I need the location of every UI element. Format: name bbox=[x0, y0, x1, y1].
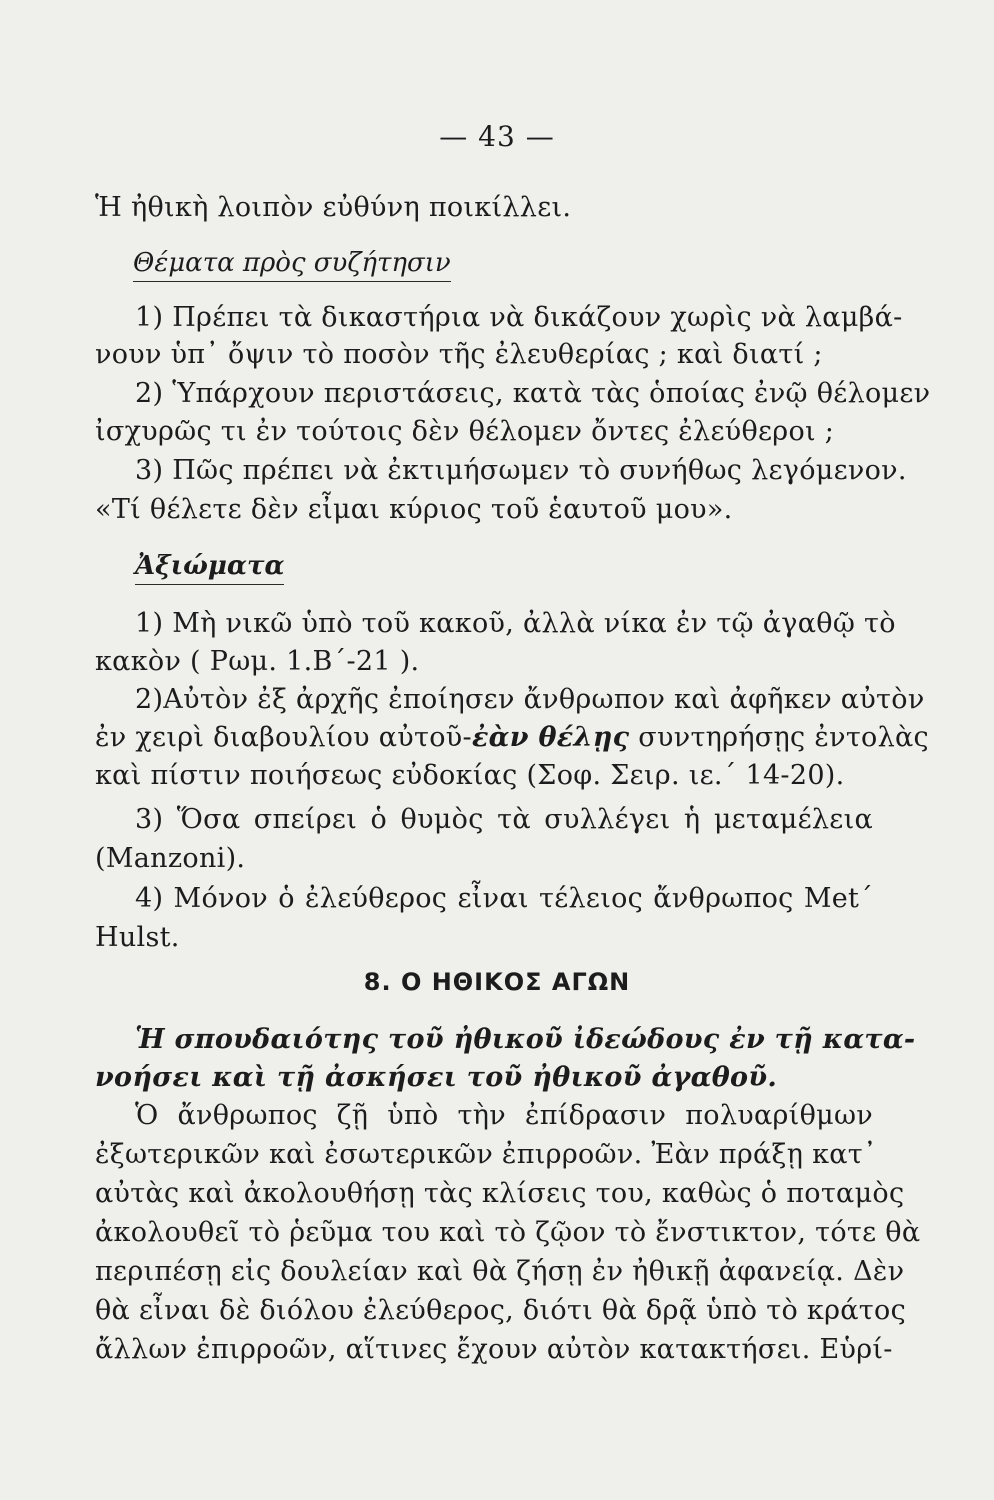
body-line-5: περιπέσῃ εἰς δουλείαν καὶ θὰ ζήσῃ ἐν ἠθικῇ ἀφανείᾳ. Δὲν bbox=[95, 1256, 905, 1287]
subtitle-line-1: Ἡ σπουδαιότης τοῦ ἠθικοῦ ἰδεώδους ἐν τῇ κατα- bbox=[135, 1024, 916, 1055]
topic-1-line-2: νουν ὑπ᾽ ὄψιν τὸ ποσὸν τῆς ἐλευθερίας ; καὶ διατί ; bbox=[95, 339, 823, 370]
axiom-1-line-2: κακὸν ( Ρωμ. 1.Β΄-21 ). bbox=[95, 646, 420, 677]
topic-3-line-1: 3) Πῶς πρέπει νὰ ἐκτιμήσωμεν τὸ συνήθως λεγόμενον. bbox=[135, 455, 907, 486]
intro-sentence: Ἡ ἠθικὴ λοιπὸν εὐθύνη ποικίλλει. bbox=[95, 192, 572, 223]
body-line-6: θὰ εἶναι δὲ διόλου ἐλεύθερος, διότι θὰ δρᾷ ὑπὸ τὸ κράτος bbox=[95, 1295, 906, 1326]
page-number: — 43 — bbox=[439, 120, 555, 153]
axiom-2-line-1: 2)Αὐτὸν ἐξ ἀρχῆς ἐποίησεν ἄνθρωπον καὶ ἀφῆκεν αὐτὸν bbox=[135, 684, 925, 715]
topic-2-line-2: ἰσχυρῶς τι ἐν τούτοις δὲν θέλομεν ὄντες ἐλεύθεροι ; bbox=[95, 416, 835, 447]
axiom-2-emphasis: ἐὰν θέλῃς bbox=[471, 722, 630, 753]
axiom-4-line-1: 4) Μόνον ὁ ἐλεύθερος εἶναι τέλειος ἄνθρωπος Met΄ bbox=[135, 883, 873, 914]
topics-heading: Θέματα πρὸς συζήτησιν bbox=[133, 247, 451, 282]
axiom-2-text-c: συντηρήσῃς ἐντολὰς bbox=[629, 722, 929, 753]
axiom-1-line-1: 1) Μὴ νικῶ ὑπὸ τοῦ κακοῦ, ἀλλὰ νίκα ἐν τῷ ἀγαθῷ τὸ bbox=[135, 608, 896, 639]
axiom-3-line-1: 3) Ὅσα σπείρει ὁ θυμὸς τὰ συλλέγει ἡ μεταμέλεια bbox=[135, 804, 873, 835]
axiom-4-line-2: Hulst. bbox=[95, 922, 180, 953]
body-line-3: αὐτὰς καὶ ἀκολουθήσῃ τὰς κλίσεις του, καθὼς ὁ ποταμὸς bbox=[95, 1178, 905, 1209]
axiom-2-text-a: ἐν χειρὶ διαβουλίου αὐτοῦ- bbox=[95, 722, 472, 753]
topic-1-line-1: 1) Πρέπει τὰ δικαστήρια νὰ δικάζουν χωρὶς νὰ λαμβά- bbox=[135, 302, 903, 333]
axiom-3-line-2: (Manzoni). bbox=[95, 843, 246, 874]
topic-3-line-2: «Τί θέλετε δὲν εἶμαι κύριος τοῦ ἑαυτοῦ μου». bbox=[95, 494, 733, 525]
axiom-2-line-3: καὶ πίστιν ποιήσεως εὐδοκίας (Σοφ. Σειρ. ιε.΄ 14-20). bbox=[95, 760, 845, 791]
axioms-heading: Ἀξιώματα bbox=[135, 550, 284, 585]
body-line-2: ἐξωτερικῶν καὶ ἐσωτερικῶν ἐπιρροῶν. Ἐὰν πράξῃ κατ᾽ bbox=[95, 1139, 877, 1170]
axiom-2-line-2 bbox=[95, 722, 929, 754]
subtitle-line-2: νοήσει καὶ τῇ ἀσκήσει τοῦ ἠθικοῦ ἀγαθοῦ. bbox=[95, 1062, 778, 1093]
body-line-7: ἄλλων ἐπιρροῶν, αἵτινες ἔχουν αὐτὸν κατακτήσει. Εὑρί- bbox=[95, 1334, 893, 1365]
body-line-4: ἀκολουθεῖ τὸ ῥεῦμα του καὶ τὸ ζῷον τὸ ἔνστικτον, τότε θὰ bbox=[95, 1217, 921, 1248]
body-line-1: Ὁ ἄνθρωπος ζῇ ὑπὸ τὴν ἐπίδρασιν πολυαρίθμων bbox=[135, 1100, 873, 1131]
topic-2-line-1: 2) Ὑπάρχουν περιστάσεις, κατὰ τὰς ὁποίας ἐνῷ θέλομεν bbox=[135, 378, 931, 409]
section-title: 8. Ο ΗΘΙΚΟΣ ΑΓΩΝ bbox=[363, 968, 631, 996]
